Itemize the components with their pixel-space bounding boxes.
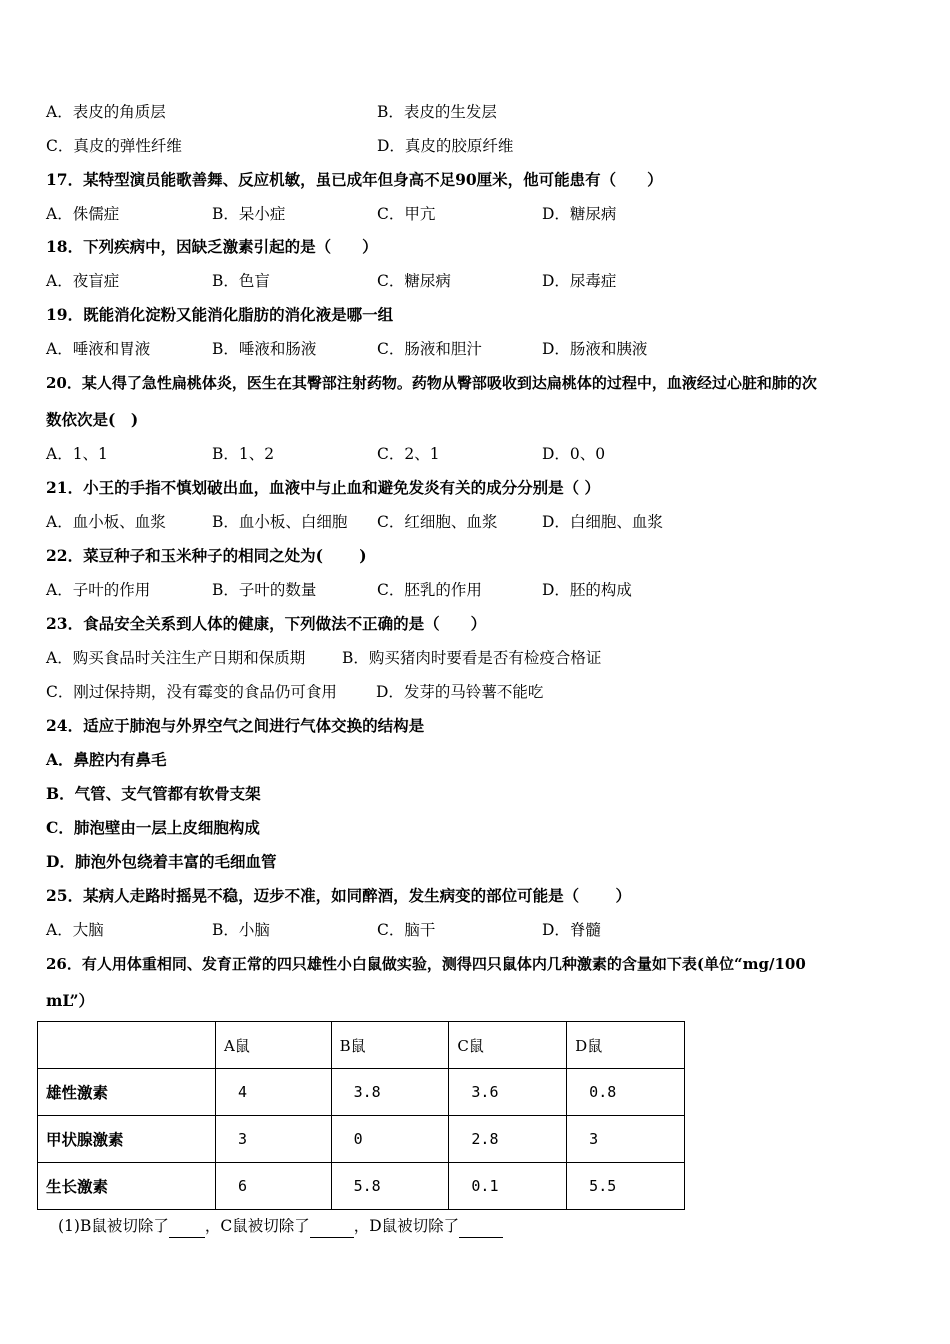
- table-cell: 6: [216, 1163, 332, 1210]
- q16-option-d: D．真皮的胶原纤维: [377, 137, 514, 155]
- table-header-cell: B鼠: [331, 1022, 449, 1069]
- table-header-row: [38, 1022, 685, 1069]
- q19-stem: 19．既能消化淀粉又能消化脂肪的消化液是哪一组: [46, 305, 394, 324]
- q22-stem: 22．菜豆种子和玉米种子的相同之处为( ): [46, 546, 367, 565]
- q18-option-a: A．夜盲症: [46, 272, 120, 290]
- q24-option-a: A．鼻腔内有鼻毛: [46, 750, 167, 769]
- table-cell: 3.6: [449, 1069, 567, 1116]
- q21-option-a: A．血小板、血浆: [46, 513, 166, 531]
- q23-option-b: B．购买猪肉时要看是否有检疫合格证: [342, 649, 602, 667]
- q21-option-b: B．血小板、白细胞: [212, 513, 348, 531]
- q25-option-b: B．小脑: [212, 921, 270, 939]
- q22-option-a: A．子叶的作用: [46, 581, 151, 599]
- q19-option-c: C．肠液和胆汁: [377, 340, 482, 358]
- table-row: [38, 1069, 685, 1116]
- q24-option-d: D．肺泡外包绕着丰富的毛细血管: [46, 852, 277, 871]
- q24-option-c: C．肺泡壁由一层上皮细胞构成: [46, 818, 260, 837]
- q20-option-c: C．2、1: [377, 445, 440, 463]
- q25-stem: 25．某病人走路时摇晃不稳，迈步不准，如同醉酒，发生病变的部位可能是（ ）: [46, 886, 631, 905]
- q21-stem: 21．小王的手指不慎划破出血，血液中与止血和避免发炎有关的成分分别是（ ）: [46, 478, 600, 497]
- q23-option-a: A．购买食品时关注生产日期和保质期: [46, 649, 306, 667]
- q24-option-b: B．气管、支气管都有软骨支架: [46, 784, 261, 803]
- q25-option-a: A．大脑: [46, 921, 104, 939]
- q26-blank-d[interactable]: [459, 1219, 503, 1238]
- q17-option-b: B．呆小症: [212, 205, 286, 223]
- q25-option-d: D．脊髓: [542, 921, 601, 939]
- table-header-cell: [38, 1022, 216, 1069]
- table-cell: 2.8: [449, 1116, 567, 1163]
- q20-stem-line-1: 20．某人得了急性扁桃体炎，医生在其臀部注射药物。药物从臀部吸收到达扁桃体的过程中，血液经过心脏和肺的次: [46, 374, 817, 392]
- q18-option-d: D．尿毒症: [542, 272, 617, 290]
- q26-blank-c[interactable]: [310, 1219, 354, 1238]
- q26-stem-line-2: mL”）: [46, 991, 94, 1010]
- hormone-table: [37, 1021, 685, 1210]
- table-header-cell: D鼠: [567, 1022, 685, 1069]
- q25-option-c: C．脑干: [377, 921, 436, 939]
- q21-option-c: C．红细胞、血浆: [377, 513, 498, 531]
- q22-option-b: B．子叶的数量: [212, 581, 317, 599]
- q20-option-d: D．0、0: [542, 445, 606, 463]
- q18-stem: 18．下列疾病中，因缺乏激素引起的是（ ）: [46, 237, 378, 256]
- q19-option-d: D．肠液和胰液: [542, 340, 648, 358]
- table-cell: 0: [331, 1116, 449, 1163]
- q18-option-c: C．糖尿病: [377, 272, 451, 290]
- table-header-cell: A鼠: [216, 1022, 332, 1069]
- q20-option-b: B．1、2: [212, 445, 275, 463]
- q17-option-c: C．甲亢: [377, 205, 436, 223]
- q26-sub1-text-2: ，C鼠被切除了: [204, 1217, 310, 1235]
- table-cell: 3.8: [331, 1069, 449, 1116]
- table-row-label: 生长激素: [38, 1163, 216, 1210]
- q17-stem: 17．某特型演员能歌善舞、反应机敏，虽已成年但身高不足90厘米，他可能患有（ ）: [46, 170, 663, 189]
- table-row: [38, 1116, 685, 1163]
- table-row-label: 甲状腺激素: [38, 1116, 216, 1163]
- table-cell: 4: [216, 1069, 332, 1116]
- q19-option-b: B．唾液和肠液: [212, 340, 317, 358]
- q23-option-d: D．发芽的马铃薯不能吃: [376, 683, 544, 701]
- table-cell: 5.5: [567, 1163, 685, 1210]
- q17-option-a: A．侏儒症: [46, 205, 120, 223]
- q26-blank-b[interactable]: [169, 1219, 205, 1238]
- q24-stem: 24．适应于肺泡与外界空气之间进行气体交换的结构是: [46, 716, 425, 735]
- q16-option-a: A．表皮的角质层: [46, 103, 166, 121]
- q17-option-d: D．糖尿病: [542, 205, 617, 223]
- table-cell: 3: [216, 1116, 332, 1163]
- q26-sub1-text-3: ，D鼠被切除了: [353, 1217, 460, 1235]
- q23-option-c: C．刚过保持期，没有霉变的食品仍可食用: [46, 683, 337, 701]
- q21-option-d: D．白细胞、血浆: [542, 513, 663, 531]
- table-header-cell: C鼠: [449, 1022, 567, 1069]
- table-cell: 0.1: [449, 1163, 567, 1210]
- q26-subquestion-1: [58, 1214, 503, 1238]
- table-cell: 3: [567, 1116, 685, 1163]
- q26-sub1-text-1: (1)B鼠被切除了: [58, 1217, 169, 1235]
- q20-stem-line-2: 数依次是( ): [46, 410, 139, 429]
- q26-stem-line-1: 26．有人用体重相同、发育正常的四只雄性小白鼠做实验，测得四只鼠体内几种激素的含量如下表(单位“mg/100: [46, 955, 806, 973]
- table-row: [38, 1163, 685, 1210]
- q19-option-a: A．唾液和胃液: [46, 340, 151, 358]
- q22-option-d: D．胚的构成: [542, 581, 632, 599]
- table-row-label: 雄性激素: [38, 1069, 216, 1116]
- table-cell: 5.8: [331, 1163, 449, 1210]
- q22-option-c: C．胚乳的作用: [377, 581, 482, 599]
- table-cell: 0.8: [567, 1069, 685, 1116]
- q20-option-a: A．1、1: [46, 445, 108, 463]
- q16-option-c: C．真皮的弹性纤维: [46, 137, 182, 155]
- q23-stem: 23．食品安全关系到人体的健康，下列做法不正确的是（ ）: [46, 614, 487, 633]
- q18-option-b: B．色盲: [212, 272, 270, 290]
- q16-option-b: B．表皮的生发层: [377, 103, 497, 121]
